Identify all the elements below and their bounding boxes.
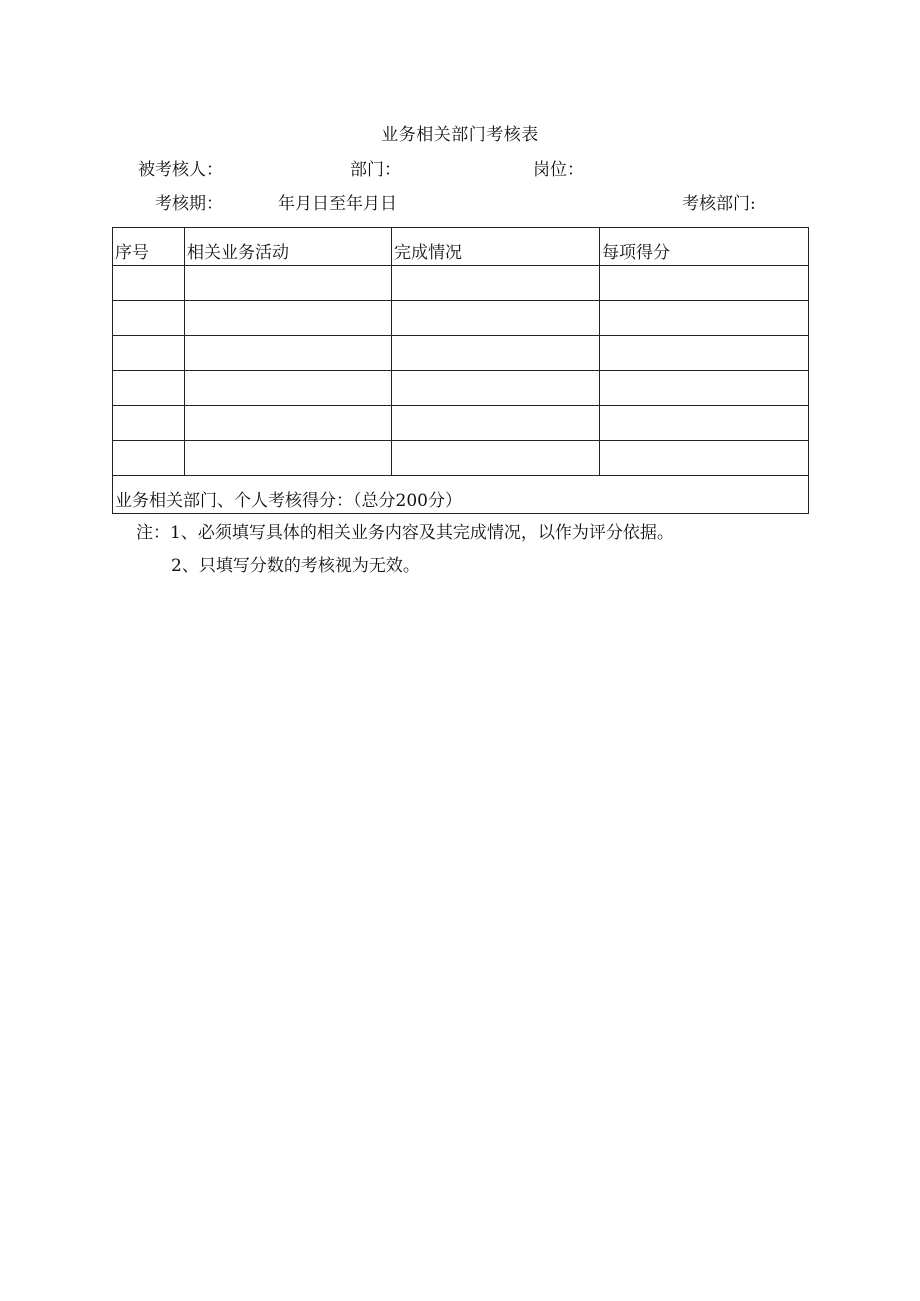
total-score-cell[interactable]: 业务相关部门、个人考核得分：（总分200分）: [113, 476, 809, 514]
table-row: [113, 441, 809, 476]
serial-cell[interactable]: [113, 441, 185, 476]
activity-cell[interactable]: [185, 266, 392, 301]
completion-cell[interactable]: [392, 301, 600, 336]
activity-cell[interactable]: [185, 441, 392, 476]
department-label: 部门：: [350, 160, 401, 180]
score-cell[interactable]: [600, 301, 809, 336]
column-header-serial: 序号: [113, 228, 185, 266]
serial-cell[interactable]: [113, 371, 185, 406]
period-value: 年月日至年月日: [278, 194, 397, 214]
note-line-1: 注：1、必须填写具体的相关业务内容及其完成情况，以作为评分依据。: [136, 523, 674, 543]
table-row: [113, 301, 809, 336]
serial-cell[interactable]: [113, 301, 185, 336]
column-header-activity: 相关业务活动: [185, 228, 392, 266]
serial-cell[interactable]: [113, 336, 185, 371]
table-row: [113, 266, 809, 301]
period-label: 考核期：: [155, 194, 223, 214]
table-row: [113, 336, 809, 371]
position-label: 岗位：: [533, 160, 584, 180]
activity-cell[interactable]: [185, 371, 392, 406]
table-total-row: [113, 476, 809, 514]
score-cell[interactable]: [600, 406, 809, 441]
table-header-row: [113, 228, 809, 266]
table-row: [113, 371, 809, 406]
note-line-2: 2、只填写分数的考核视为无效。: [171, 556, 420, 576]
assessment-table: [112, 227, 809, 514]
activity-cell[interactable]: [185, 301, 392, 336]
document-title: 业务相关部门考核表: [381, 125, 539, 145]
completion-cell[interactable]: [392, 266, 600, 301]
table-row: [113, 406, 809, 441]
score-cell[interactable]: [600, 371, 809, 406]
completion-cell[interactable]: [392, 441, 600, 476]
score-cell[interactable]: [600, 441, 809, 476]
activity-cell[interactable]: [185, 336, 392, 371]
completion-cell[interactable]: [392, 406, 600, 441]
column-header-completion: 完成情况: [392, 228, 600, 266]
serial-cell[interactable]: [113, 266, 185, 301]
activity-cell[interactable]: [185, 406, 392, 441]
completion-cell[interactable]: [392, 336, 600, 371]
assessee-label: 被考核人：: [138, 160, 223, 180]
assessing-department-label: 考核部门:: [682, 194, 756, 214]
completion-cell[interactable]: [392, 371, 600, 406]
column-header-score: 每项得分: [600, 228, 809, 266]
score-cell[interactable]: [600, 266, 809, 301]
serial-cell[interactable]: [113, 406, 185, 441]
score-cell[interactable]: [600, 336, 809, 371]
